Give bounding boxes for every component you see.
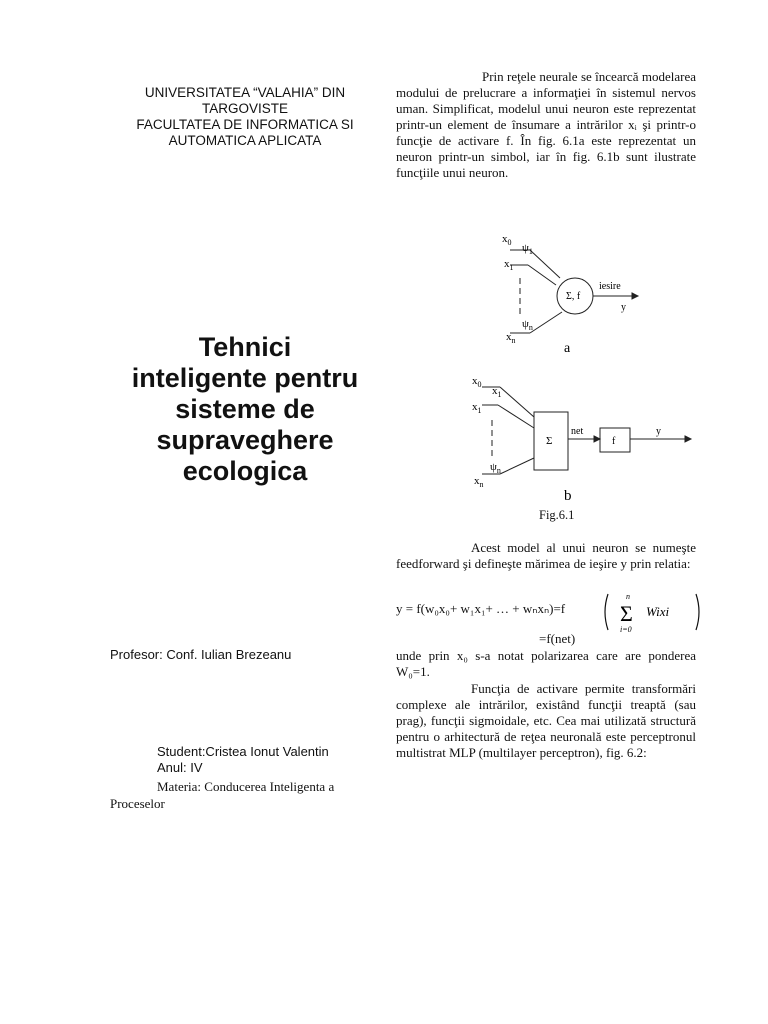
sigma-icon: Σ: [620, 601, 633, 626]
formula-net: =f(net): [539, 631, 576, 646]
input-x0-label: $x_0$: [502, 233, 512, 247]
input-x1-label: $x_1$: [504, 258, 514, 272]
paragraph-activation: Funcţia de activare permite transformări complexe ale intrărilor, existând funcţii treaptă (sau prag), funcţii sigmoidale, etc. Cea mai utilizată structură pentru o arhitectură de reţea neuronală este perceptronul multistrat MLP (multilayer perceptron), fig. 6.2:: [396, 681, 696, 760]
weight-1-label: $\psi_1$: [522, 242, 533, 256]
formula: [396, 592, 706, 636]
neuron-node-label: Σ, f: [566, 291, 581, 302]
subject-line2: Proceselor: [110, 796, 165, 811]
professor-line: Profesor: Conf. Iulian Brezeanu: [110, 647, 292, 662]
university-line1: UNIVERSITATEA “VALAHIA” DIN: [144, 85, 346, 100]
title-line5: ecologica: [182, 456, 308, 486]
student-name: Student:Cristea Ionut Valentin: [157, 744, 329, 759]
summation-label: Σ: [546, 435, 553, 447]
student-info: [157, 744, 329, 776]
input-xn-label: $x_n$: [506, 331, 516, 345]
summation-expression: [602, 590, 702, 636]
paragraph-intro: Prin reţele neurale se încearcă modelarea modului de prelucrare a informaţiei în sistemul nervos uman. Simplificat, modelul unui neuron este reprezentat printr-un element de însumare a intrărilor xᵢ şi printr-o funcţie de activare f. În fig. 6.1a este reprezentat un neuron printr-un simbol, iar în fig. 6.1b sunt ilustrate funcţiile unui neuron.: [396, 69, 696, 180]
output-label: iesire: [599, 281, 621, 292]
sum-upper-limit: n: [626, 592, 630, 601]
faculty-line1: FACULTATEA DE INFORMATICA SI: [136, 117, 354, 132]
neuron-symbol-figure: [490, 228, 650, 358]
title-line3: sisteme de: [175, 394, 315, 424]
weight-n-label: $\psi_n$: [522, 318, 533, 332]
figure-b-label: b: [564, 488, 572, 504]
input-xn-label: $x_n$: [474, 475, 484, 489]
title-line4: supraveghere: [156, 425, 334, 455]
weight-1-label: $x_1$: [492, 385, 502, 399]
input-x1-label: $x_1$: [472, 401, 482, 415]
document-title: [105, 332, 385, 487]
sum-term: Wixi: [646, 604, 670, 619]
net-label: net: [571, 426, 584, 437]
subject-line1: Materia: Conducerea Inteligenta a: [157, 779, 335, 794]
student-year: Anul: IV: [157, 760, 203, 775]
input-x0-label: $x_0$: [472, 375, 482, 389]
subject-info: [110, 778, 390, 812]
paragraph-model: Acest model al unui neuron se numeşte feedforward şi defineşte mărimea de ieşire y prin relatia:: [396, 540, 696, 571]
university-line2: TARGOVISTE: [201, 101, 288, 116]
weight-n-label: $\psi_n$: [490, 461, 501, 475]
figure-a-label: a: [564, 341, 571, 356]
university-header: [105, 85, 385, 149]
sum-lower-limit: i=0: [620, 625, 632, 634]
output-y-label: y: [621, 302, 626, 313]
title-line1: Tehnici: [198, 332, 292, 362]
figure-caption: Fig.6.1: [539, 508, 575, 522]
neuron-function-figure: [470, 372, 700, 507]
paragraph-bias: unde prin x₀ s-a notat polarizarea care are ponderea W₀=1.: [396, 648, 696, 679]
output-y-label: y: [656, 426, 661, 437]
activation-label: f: [612, 436, 616, 447]
title-line2: inteligente pentru: [131, 363, 359, 393]
formula-lhs: y = f(w₀x₀+ w₁x₁+ … + wₙxₙ)=f: [396, 601, 566, 616]
faculty-line2: AUTOMATICA APLICATA: [168, 133, 322, 148]
